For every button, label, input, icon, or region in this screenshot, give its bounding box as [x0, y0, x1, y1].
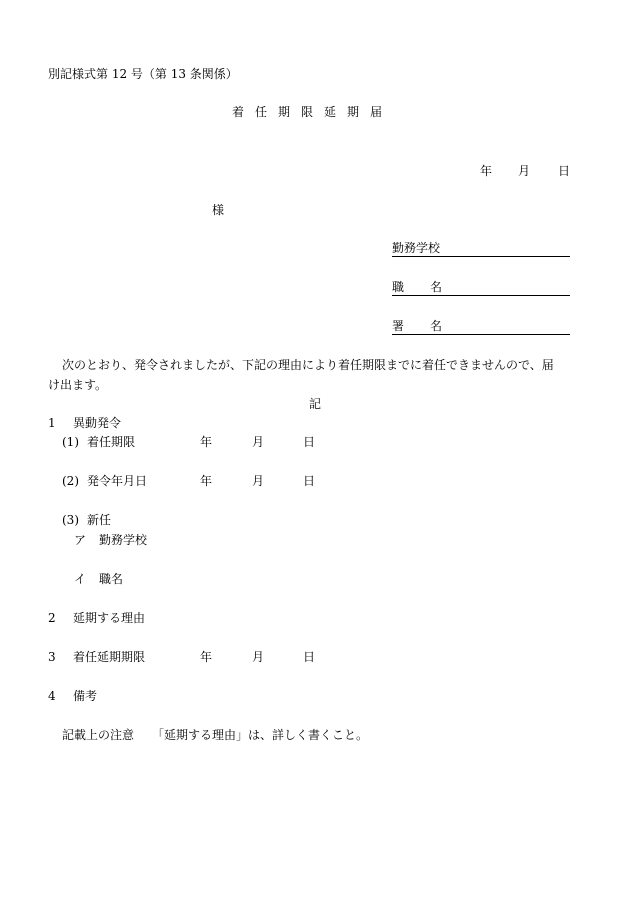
date-day-label: 日 — [558, 164, 571, 178]
section-2-label: 延期する理由 — [73, 611, 146, 625]
section-1-1-label: 着任期限 — [87, 435, 136, 449]
date-month-label: 月 — [518, 164, 531, 178]
signature-label-2: 名 — [430, 319, 443, 333]
section-3-number: 3 — [48, 650, 56, 664]
section-1-3-i-label: 職名 — [99, 572, 124, 586]
appointment-day-label: 日 — [303, 474, 316, 488]
deadline-day-label: 日 — [303, 435, 316, 449]
extension-month-label: 月 — [252, 650, 265, 664]
section-1-3-i-mark: イ — [74, 572, 87, 586]
body-text-line-1: 次のとおり、発令されましたが、下記の理由により着任期限までに着任できませんので、届 — [62, 358, 554, 372]
filling-note-text: 「延期する理由」は、詳しく書くこと。 — [152, 728, 369, 742]
deadline-month-label: 月 — [252, 435, 265, 449]
appointment-year-label: 年 — [200, 474, 213, 488]
section-3 — [48, 649, 145, 665]
date-year-label: 年 — [480, 164, 493, 178]
deadline-year-label: 年 — [200, 435, 213, 449]
school-field[interactable] — [392, 240, 570, 257]
job-title-label-2: 名 — [430, 280, 443, 294]
signature-field[interactable] — [392, 318, 570, 335]
section-1-3-a-mark: ア — [74, 533, 87, 547]
section-1-number: 1 — [48, 416, 56, 430]
job-title-label-1: 職 — [392, 280, 405, 294]
section-4-label: 備考 — [73, 689, 98, 703]
section-3-label: 着任延期期限 — [73, 650, 146, 664]
school-label: 勤務学校 — [392, 241, 441, 255]
section-1-3-number: (3) — [62, 513, 79, 527]
section-1-3 — [62, 512, 111, 528]
appointment-month-label: 月 — [252, 474, 265, 488]
signature-label-1: 署 — [392, 319, 405, 333]
filling-note-label: 記載上の注意 — [62, 728, 135, 742]
ki-heading: 記 — [309, 397, 322, 411]
section-1-2-number: (2) — [62, 474, 79, 488]
section-2 — [48, 610, 145, 626]
section-1 — [48, 415, 121, 431]
section-4-number: 4 — [48, 689, 56, 703]
form-number: 別記様式第 12 号（第 13 条関係） — [48, 67, 238, 81]
job-title-field[interactable] — [392, 279, 570, 296]
page-title: 着任期限延期届 — [232, 105, 394, 119]
body-text-line-2: け出ます。 — [48, 378, 108, 392]
filling-note — [62, 727, 368, 743]
section-1-3-label: 新任 — [87, 513, 112, 527]
section-1-2 — [62, 473, 147, 489]
section-1-3-a-label: 勤務学校 — [99, 533, 148, 547]
extension-day-label: 日 — [303, 650, 316, 664]
section-4 — [48, 688, 97, 704]
section-1-1-number: (1) — [62, 435, 79, 449]
section-1-label: 異動発令 — [73, 416, 122, 430]
section-1-3-a — [74, 532, 147, 548]
extension-year-label: 年 — [200, 650, 213, 664]
section-1-1 — [62, 434, 135, 450]
section-1-2-label: 発令年月日 — [87, 474, 148, 488]
addressee-suffix: 様 — [212, 203, 225, 217]
section-1-3-i — [74, 571, 123, 587]
section-2-number: 2 — [48, 611, 56, 625]
